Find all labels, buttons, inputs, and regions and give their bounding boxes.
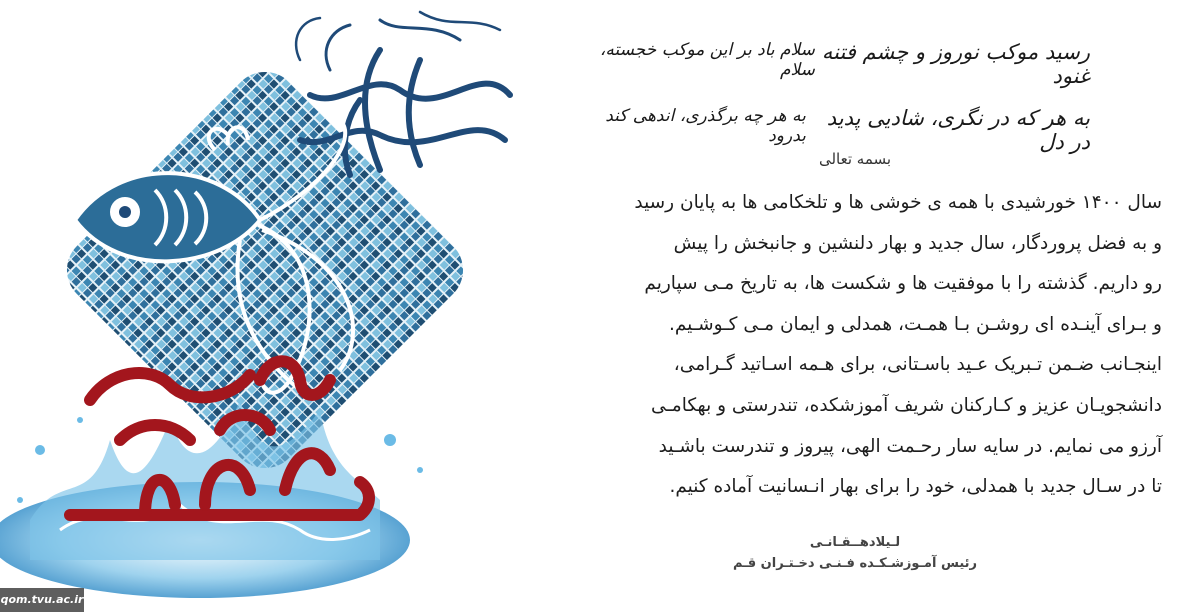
signature-title: رئیس آمـوزشـکـده فـنـی دخـتـران قـم (732, 556, 978, 571)
message-line: سال ۱۴۰۰ خورشیدی با همه ی خوشی ها و تلخکامی ها به پایان رسید (634, 192, 1162, 213)
message-line: رو داریم. گذشته را با موفقیت ها و شکست ها، به تاریخ مـی سپاریم (644, 273, 1162, 295)
bismillah-heading: بسمه تعالی (818, 150, 892, 168)
poem-line-1-right: رسید موکب نوروز و چشم فتنه غنود (821, 40, 1090, 88)
message-line: تا در سـال جدید با همدلی، خود را برای بهار انـسانیت آماده کنیم. (669, 476, 1162, 498)
message-line: و بـرای آینـده ای روشـن بـا همـت، همدلی و ایمان مـی کـوشـیم. (668, 313, 1162, 335)
nowruz-artwork (0, 0, 540, 612)
poem-line-2-left: به هر چه برگذری، اندهی کند بدرود (605, 106, 806, 146)
message-line: آرزو می نمایم. در سایه سار رحـمت الهی، پیروز و تندرست باشـید (658, 435, 1162, 457)
water-splash (0, 400, 423, 598)
poem-row-2 (590, 106, 1090, 154)
poem-line-1-left: سلام باد بر این موکب خجسته، سلام (599, 40, 815, 80)
site-url-link[interactable]: qom.tvu.ac.ir (0, 588, 84, 612)
message-line: اینجـانب ضـمن تـبریک عـید باسـتانی، برای هـمه اسـاتید گـرامی، (673, 354, 1162, 376)
poem-line-2-right: به هر که در نگری، شادیی پدید در دل (826, 106, 1090, 154)
message-line: و به فضل پروردگار، سال جدید و بهار دلنشین و جانبخش را پیش (673, 232, 1162, 254)
signature-name: لـیلادهــقـانـی (809, 535, 901, 550)
message-line: دانشجویـان عزیز و کـارکنان شریف آموزشکده، تندرستی و بهکامـی (650, 394, 1162, 416)
signature-block (690, 535, 1020, 571)
poem-row-1 (590, 40, 1090, 88)
message-body (562, 183, 1162, 508)
